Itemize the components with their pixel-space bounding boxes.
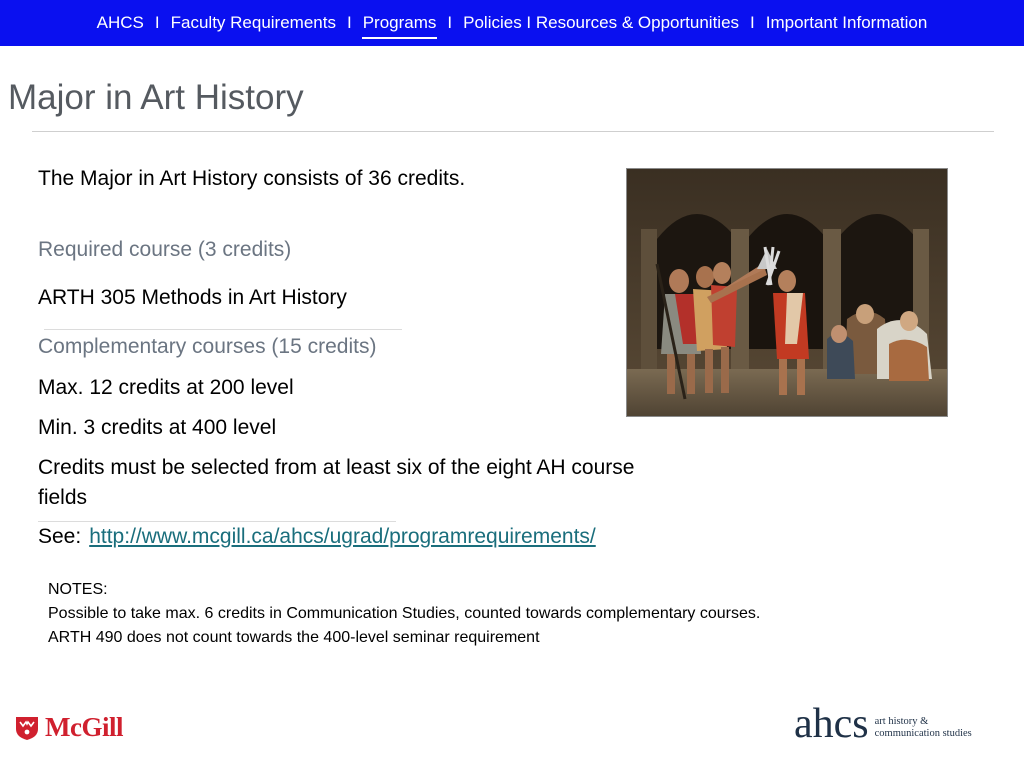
ahcs-tagline-line: art history & [874,716,929,727]
painting-image [626,168,948,417]
top-nav-bar [0,0,1024,46]
nav-separator: I [447,13,453,32]
nav-separator: I [750,13,755,32]
nav-separator: I [154,13,160,32]
ahcs-tagline [875,716,972,740]
nav-separator: I [346,13,352,32]
nav-item-ahcs[interactable]: AHCS [96,13,144,32]
title-divider [32,131,994,132]
required-course-item: ARTH 305 Methods in Art History [38,286,347,309]
nav-item-programs[interactable]: Programs [362,13,437,32]
ahcs-wordmark: ahcs [794,701,869,747]
note-line: ARTH 490 does not count towards the 400-level seminar requirement [48,629,540,646]
program-intro: The Major in Art History consists of 36 credits. [38,167,466,190]
ahcs-tagline-line: communication studies [874,728,972,739]
nav-item-policies-resources[interactable]: Policies I Resources & Opportunities [463,13,740,32]
section-divider [38,521,396,522]
nav-item-faculty-requirements[interactable]: Faculty Requirements [170,13,336,32]
required-course-heading: Required course (3 credits) [38,238,292,261]
rule-max-200-level: Max. 12 credits at 200 level [38,376,294,399]
see-line [38,525,596,549]
rule-course-fields: Credits must be selected from at least six of the eight AH course fields [38,456,635,509]
nav-item-important-information[interactable]: Important Information [765,13,928,32]
complementary-courses-heading: Complementary courses (15 credits) [38,335,377,358]
mcgill-crest-icon [14,715,40,741]
rule-min-400-level: Min. 3 credits at 400 level [38,416,277,439]
mcgill-logo[interactable] [14,712,123,743]
note-line: Possible to take max. 6 credits in Communication Studies, counted towards complementary courses. [48,605,761,622]
notes-block [48,578,760,650]
mcgill-wordmark: McGill [45,712,123,742]
notes-heading: NOTES: [48,581,108,598]
see-label: See: [38,525,82,548]
page-title: Major in Art History [8,78,304,117]
program-requirements-link[interactable]: http://www.mcgill.ca/ahcs/ugrad/programrequirements/ [89,525,596,548]
painting-illustration [627,169,948,417]
ahcs-logo[interactable] [794,700,972,748]
section-divider [44,329,402,330]
